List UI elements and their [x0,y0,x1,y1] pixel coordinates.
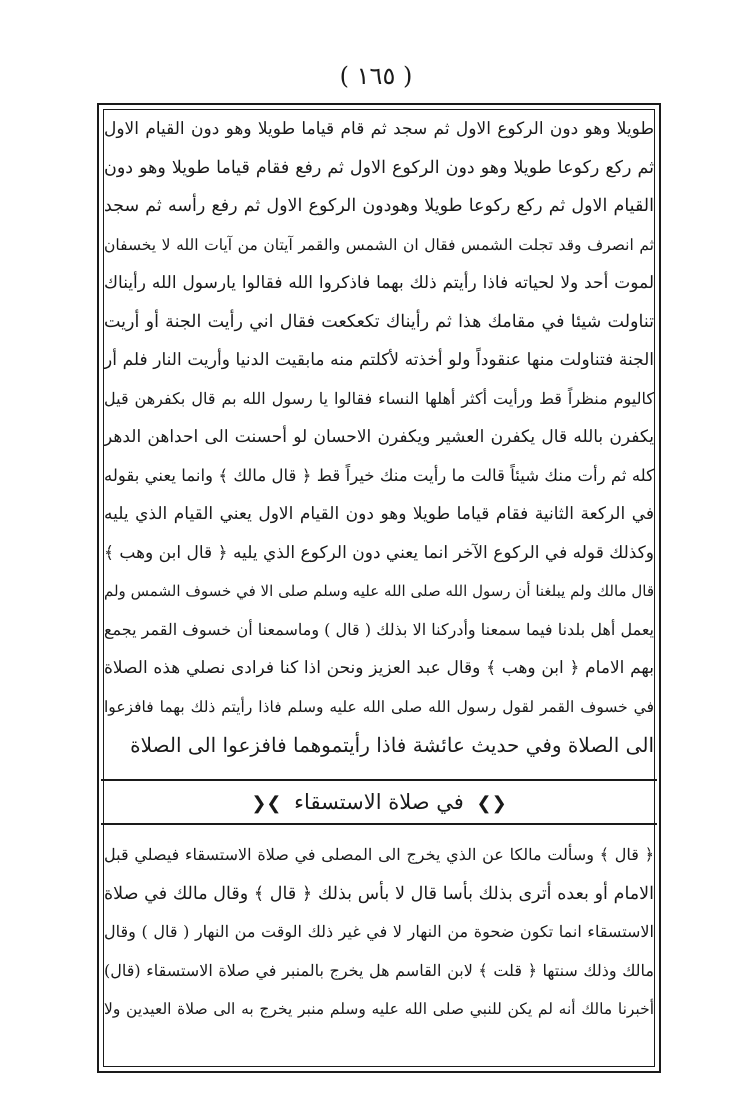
text-line: الامام أو بعده أترى بذلك بأسا قال لا بأس بذلك ﴿ قال ﴾ وقال مالك في صلاة [104,883,654,904]
text-line: لموت أحد ولا لحياته فاذا رأيتم ذلك بهما فاذكروا الله فقالوا يارسول الله رأيناك [104,273,654,293]
text-line: الى الصلاة وفي حديث عائشة فاذا رأيتموهما فافزعوا الى الصلاة [130,733,654,757]
text-line: ثم ركع ركوعا طويلا وهو دون الركوع الاول ثم رفع فقام قياما طويلا وهو دون [104,157,654,178]
text-line: بهم الامام ﴿ ابن وهب ﴾ وقال عبد العزيز ونحن اذا كنا فرادى نصلي هذه الصلاة [104,658,654,678]
section-divider-top [101,779,657,781]
heading-ornament-left: ❯❮ [251,793,282,814]
text-line: وكذلك قوله في الركوع الآخر انما يعني دون الركوع الذي يليه ﴿ قال ابن وهب ﴾ [104,542,654,563]
text-line: طويلا وهو دون الركوع الاول ثم سجد ثم قام قياما طويلا وهو دون القيام الاول [104,119,654,139]
text-line: تناولت شيئا في مقامك هذا ثم رأيناك تكعكعت فقال اني رأيت الجنة أو أريت [104,311,654,332]
text-line: كاليوم منظراً قط ورأيت أكثر أهلها النساء فقالوا يا رسول الله بم قال بكفرهن قيل [104,388,654,408]
heading-ornament-right: ❮❯ [476,793,507,814]
section-title: في صلاة الاستسقاء [294,790,464,814]
section-divider-bottom [101,823,657,825]
text-line: قال مالك ولم يبلغنا أن رسول الله صلى الله عليه وسلم صلى الا في خسوف الشمس ولم [104,582,654,600]
text-line: في الركعة الثانية فقام قياما طويلا وهو دون القيام الاول يعني القيام الذي يليه [104,504,654,524]
page-number: ( ١٦٥ ) [339,62,413,90]
text-line: يعمل أهل بلدنا فيما سمعنا وأدركنا الا بذلك ( قال ) وماسمعنا أن خسوف القمر يجمع [104,619,654,639]
text-line: القيام الاول ثم ركع ركوعا طويلا وهودون الركوع الاول ثم رفع رأسه ثم سجد [104,196,654,216]
section-heading [101,785,657,821]
text-line: مالك وذلك سنتها ﴿ قلت ﴾ لابن القاسم هل يخرج بالمنبر في صلاة الاستسقاء (قال) [104,960,654,980]
text-line: الاستسقاء انما تكون ضحوة من النهار لا في غير ذلك الوقت من النهار ( قال ) وقال [104,922,654,941]
text-line: أخبرنا مالك أنه لم يكن للنبي صلى الله عليه وسلم منبر يخرج به الى صلاة العيدين ولا [104,1000,654,1018]
text-line: ثم انصرف وقد تجلت الشمس فقال ان الشمس والقمر آيتان من آيات الله لا يخسفان [104,235,654,254]
text-line: الجنة فتناولت منها عنقوداً ولو أخذته لأكلتم منه مابقيت الدنيا وأريت النار فلم أر [104,350,654,370]
text-line: ﴿ قال ﴾ وسألت مالكا عن الذي يخرج الى المصلى في صلاة الاستسقاء فيصلي قبل [104,845,654,864]
text-line: كله ثم رأت منك شيئاً قالت ما رأيت منك خيراً قط ﴿ قال مالك ﴾ وانما يعني بقوله [104,465,654,485]
paragraph-1 [104,110,654,765]
text-line: يكفرن بالله قال يكفرن العشير ويكفرن الاحسان لو أحسنت الى احداهن الدهر [104,427,654,447]
text-line: في خسوف القمر لقول رسول الله صلى الله عليه وسلم فاذا رأيتم ذلك بهما فافزعوا [104,697,654,716]
paragraph-2 [104,836,654,1029]
